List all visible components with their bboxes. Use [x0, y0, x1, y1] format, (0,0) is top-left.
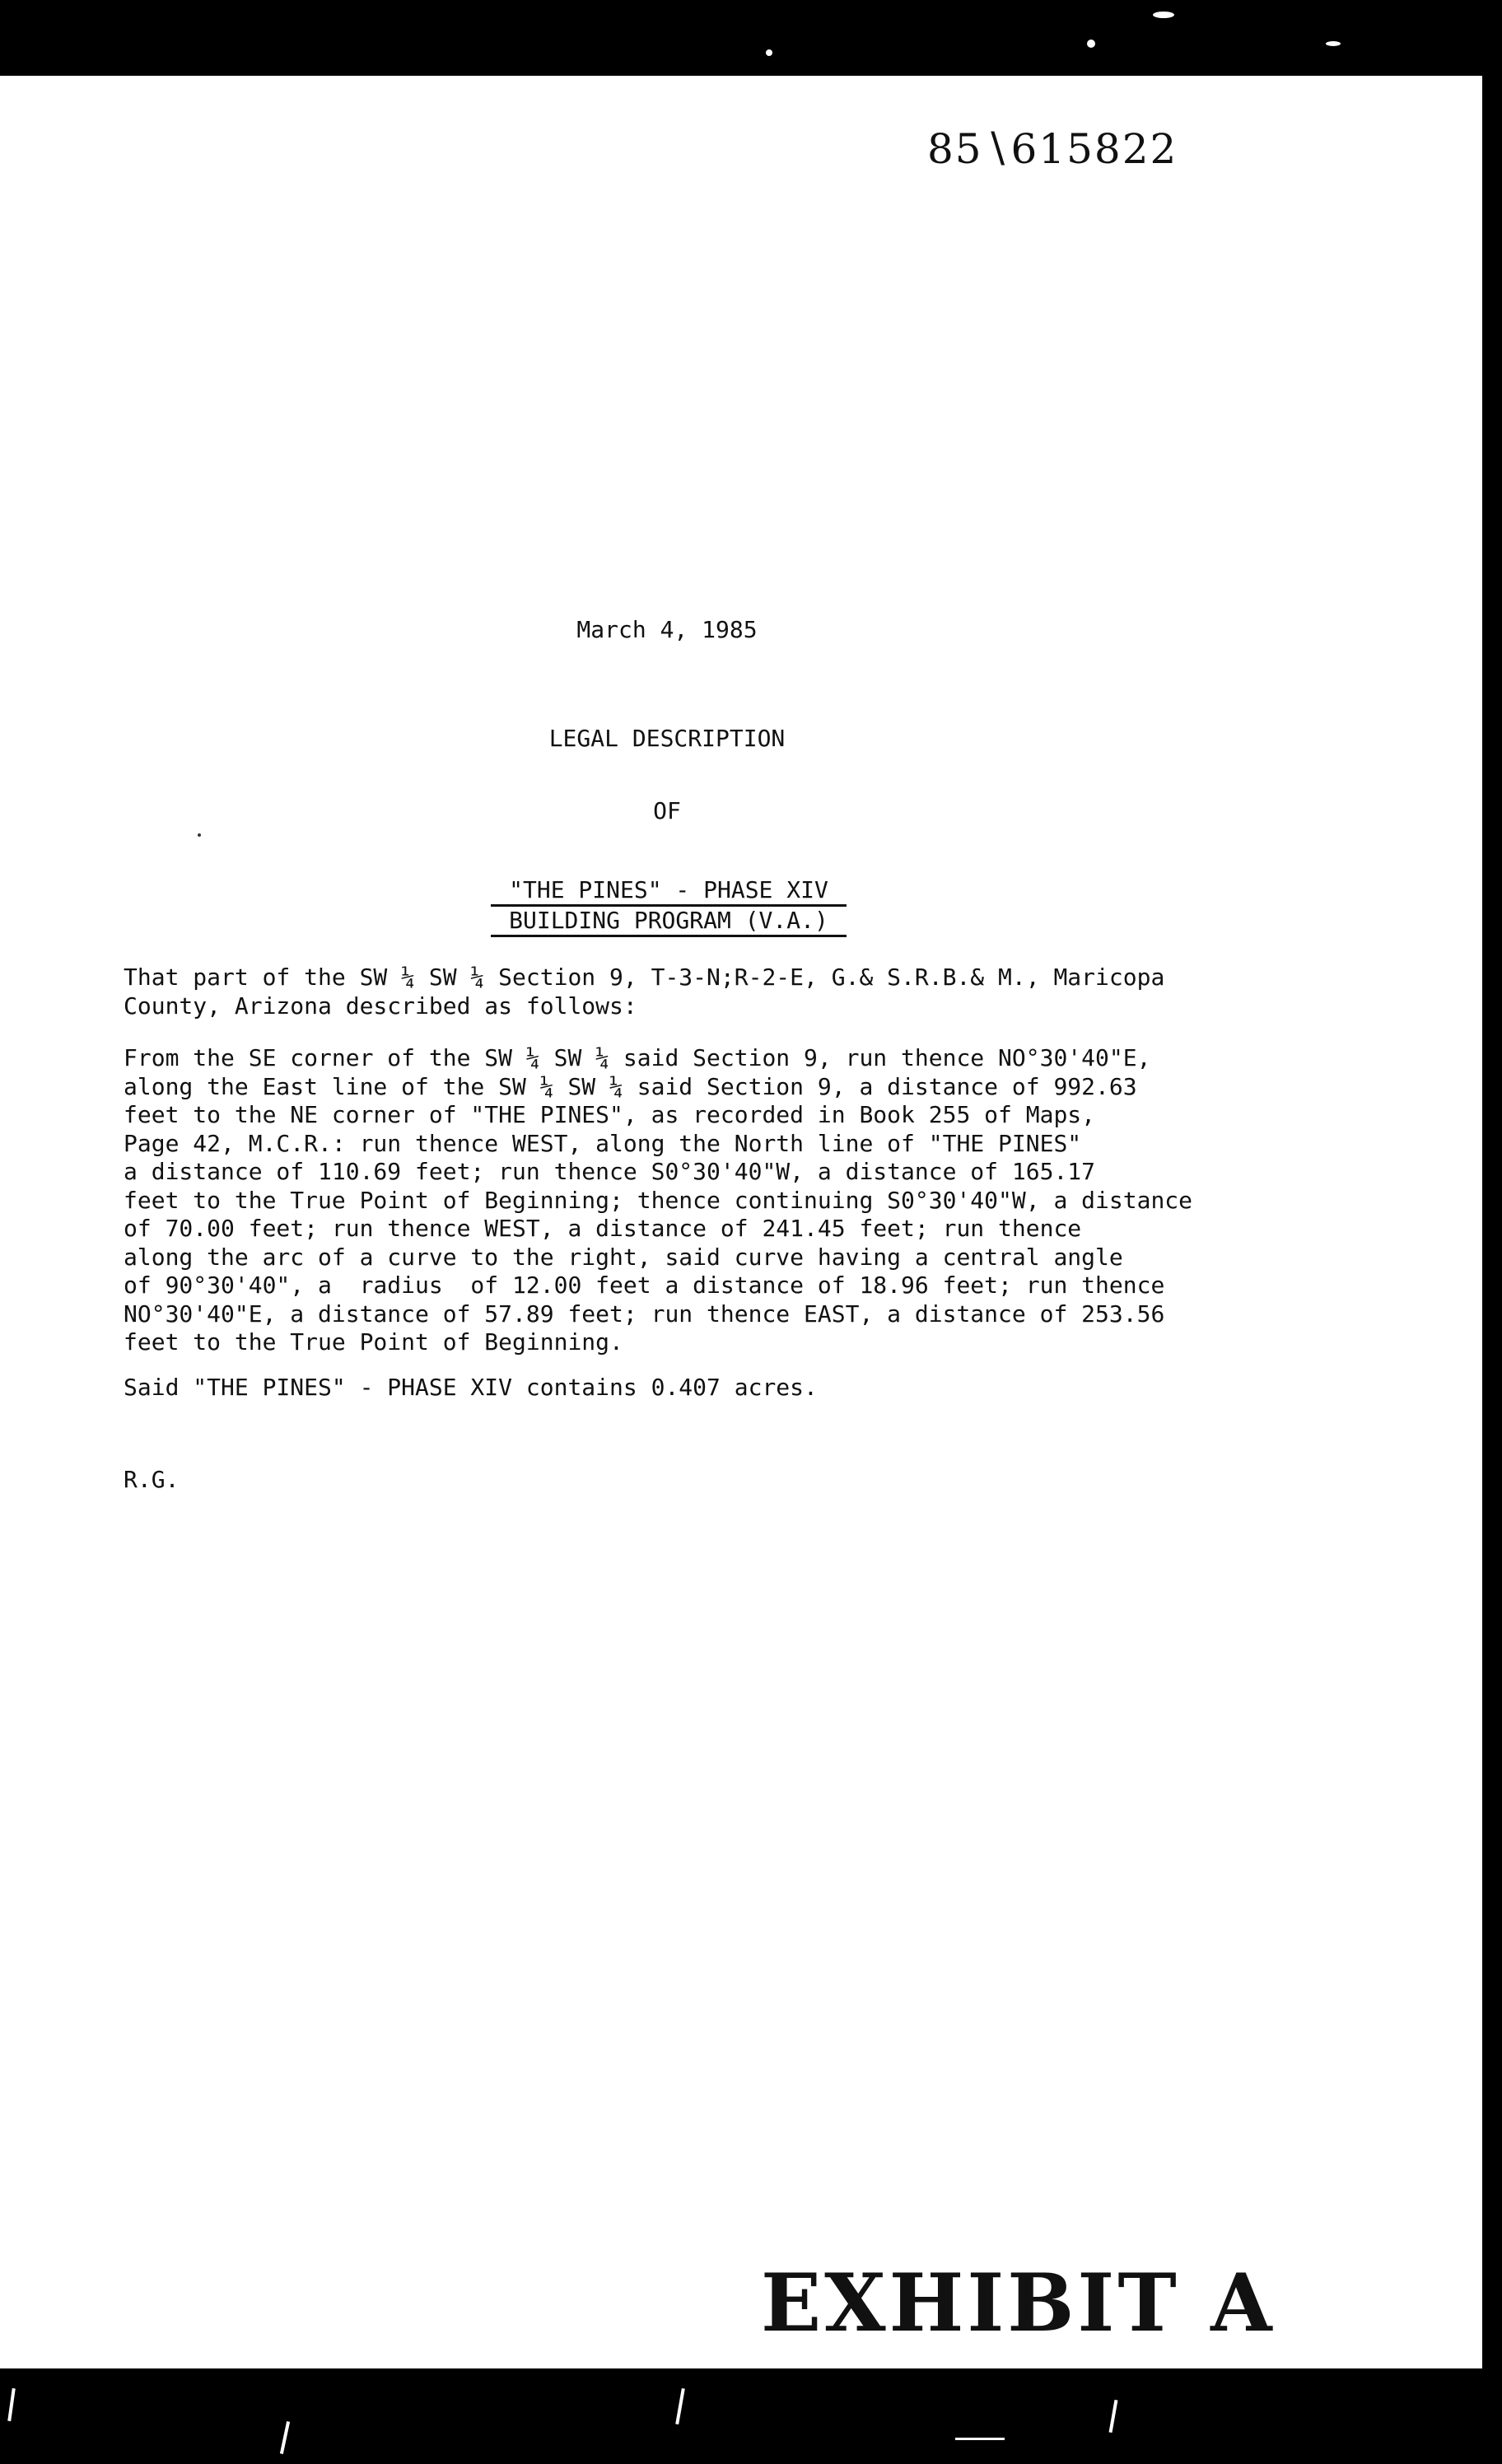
scan-speck [1326, 41, 1341, 46]
scan-mark [1109, 2400, 1118, 2433]
scan-speck [766, 49, 772, 56]
scan-speck [1087, 40, 1095, 48]
title-line-1: "THE PINES" - PHASE XIV [491, 876, 847, 907]
document-title [491, 876, 847, 937]
exhibit-stamp: EXHIBIT A [761, 2256, 1276, 2350]
scan-speck [1153, 12, 1174, 18]
scan-mark [280, 2421, 290, 2454]
document-heading: LEGAL DESCRIPTION [548, 725, 786, 752]
scan-speck [198, 833, 201, 837]
document-date: March 4, 1985 [576, 616, 758, 643]
scan-mark [955, 2438, 1005, 2440]
scan-mark [7, 2388, 16, 2421]
heading-of: OF [653, 797, 681, 824]
title-line-2: BUILDING PROGRAM (V.A.) [491, 907, 847, 937]
acreage-summary: Said "THE PINES" - PHASE XIV contains 0.407 acres. [124, 1374, 818, 1401]
legal-description-body: From the SE corner of the SW ¼ SW ¼ said Section 9, run thence NO°30'40"E, along the East line of the SW ¼ SW ¼ said Section 9, a distance of 992.63 feet to the NE corner of "THE PINES", as recorded in Book 255 of Maps, Page 42, M.C.R.: run thence WEST, along the North line of "THE PINES" a distance of 110.69 feet; run thence S0°30'40"W, a distance of 165.17 feet to the True Point of Beginning; thence continuing S0°30'40"W, a distance of 70.00 feet; run thence WEST, a distance of 241.45 feet; run thence along the arc of a curve to the right, said curve having a central angle of 90°30'40", a radius of 12.00 feet a distance of 18.96 feet; run thence NO°30'40"E, a distance of 57.89 feet; run thence EAST, a distance of 253.56 feet to the True Point of Beginning. [124, 1044, 1193, 1356]
author-initials: R.G. [124, 1466, 180, 1493]
document-number: 85∖615822 [927, 125, 1178, 173]
intro-paragraph: That part of the SW ¼ SW ¼ Section 9, T-3-N;R-2-E, G.& S.R.B.& M., Maricopa County, Arizona described as follows: [124, 964, 1165, 1020]
scan-mark [675, 2388, 685, 2424]
